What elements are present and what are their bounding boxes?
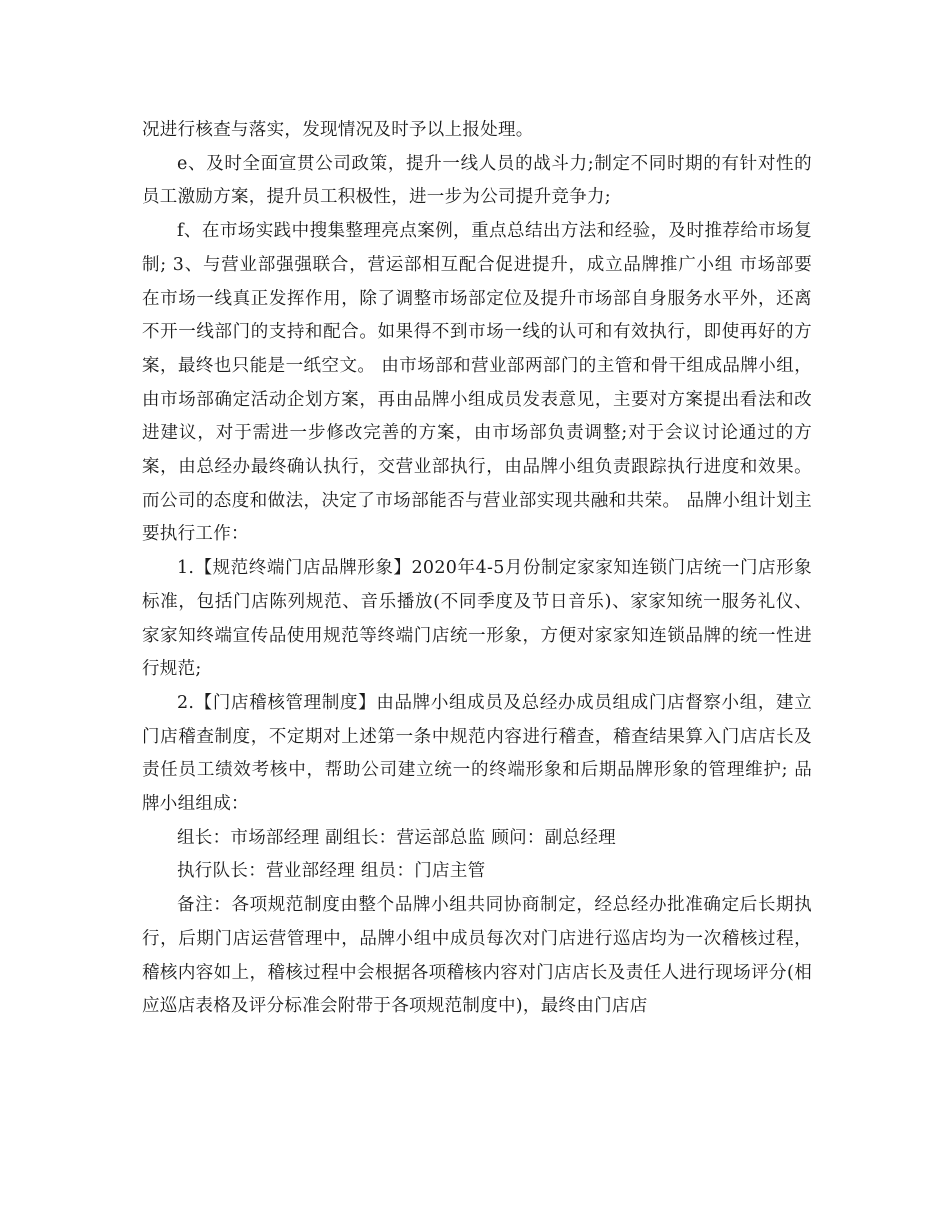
paragraph-remarks: 备注：各项规范制度由整个品牌小组共同协商制定，经总经办批准确定后长期执行，后期门店运营管理中，品牌小组中成员每次对门店进行巡店均为一次稽核过程，稽核内容如上，稽核过程中会根据各项稽核内容对门店店长及责任人进行现场评分(相应巡店表格及评分标准会附带于各项规范制度中)，最终由门店店 bbox=[142, 895, 812, 1017]
paragraph-item-f: f、在市场实践中搜集整理亮点案例，重点总结出方法和经验，及时推荐给市场复制; 3、与营业部强强联合，营运部相互配合促进提升，成立品牌推广小组 市场部要在市场一线真正发挥作用，除了调整市场部定位及提升市场部自身服务水平外，还离不开一线部门的支持和配合。如果得不到市场一线的认可和有效执行，即使再好的方案，最终也只能是一纸空文。 由市场部和营业部两部门的主管和骨干组成品牌小组，由市场部确定活动企划方案，再由品牌小组成员发表意见，主要对方案提出看法和改进建议，对于需进一步修改完善的方案，由市场部负责调整;对于会议讨论通过的方案，由总经办最终确认执行，交营业部执行，由品牌小组负责跟踪执行进度和效果。而公司的态度和做法，决定了市场部能否与营业部实现共融和共荣。 品牌小组计划主要执行工作： bbox=[142, 221, 812, 545]
paragraph-continuation: 况进行核查与落实，发现情况及时予以上报处理。 bbox=[142, 120, 534, 140]
paragraph-task-1: 1.【规范终端门店品牌形象】2020年4-5月份制定家家知连锁门店统一门店形象标准，包括门店陈列规范、音乐播放(不同季度及节日音乐)、家家知统一服务礼仪、家家知终端宣传品使用规范等终端门店统一形象，方便对家家知连锁品牌的统一性进行规范; bbox=[142, 558, 812, 680]
document-body bbox=[142, 114, 812, 1024]
paragraph-team-members: 执行队长：营业部经理 组员：门店主管 bbox=[177, 861, 486, 882]
paragraph-item-e: e、及时全面宣贯公司政策，提升一线人员的战斗力;制定不同时期的有针对性的员工激励方案，提升员工积极性，进一步为公司提升竞争力; bbox=[142, 153, 812, 208]
paragraph-team-leaders: 组长：市场部经理 副组长：营运部总监 顾问：副总经理 bbox=[177, 827, 616, 848]
paragraph-task-2: 2.【门店稽核管理制度】由品牌小组成员及总经办成员组成门店督察小组，建立门店稽查制度，不定期对上述第一条中规范内容进行稽查，稽查结果算入门店店长及责任员工绩效考核中，帮助公司建立统一的终端形象和后期品牌形象的管理维护; 品牌小组组成： bbox=[142, 692, 812, 815]
